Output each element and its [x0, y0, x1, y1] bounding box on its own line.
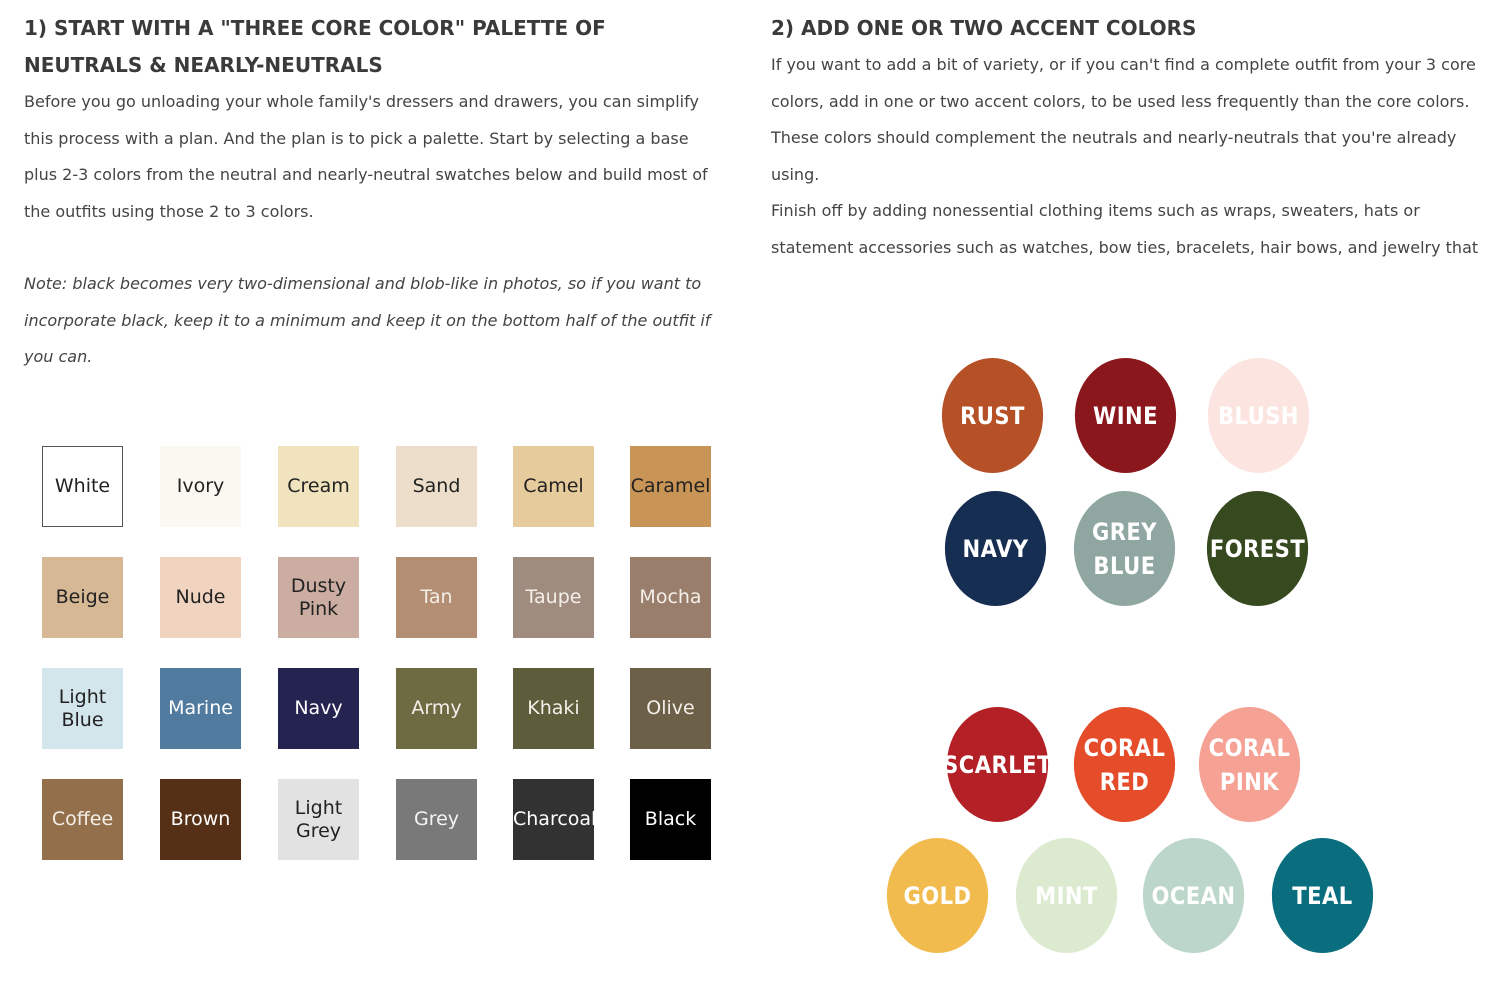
swatch-label: Ivory: [176, 475, 225, 497]
accent-blush: [1208, 358, 1309, 473]
swatch-label: Beige: [55, 586, 110, 608]
swatch-navy: [278, 668, 359, 749]
core-colors-paragraph: Before you go unloading your whole family's dressers and drawers, you can simplify this process with a plan. And the plan is to pick a palette. Start by selecting a base plus 2-3 colors from the neutral and nearly-neutral swatches below and build most of the outfits using those 2 to 3 colors.: [24, 92, 708, 221]
accent-label: WINE: [1092, 401, 1159, 430]
accent-scarlet: [943, 707, 1052, 822]
accent-wine: [1075, 358, 1176, 473]
accent-colors-section: [771, 0, 1486, 266]
black-note: Note: black becomes very two-dimensional and blob-like in photos, so if you want to incorporate black, keep it to a minimum and keep it on the bottom half of the outfit if you can.: [24, 274, 711, 366]
accent-coral-pink: [1199, 707, 1300, 822]
swatch-label: Coffee: [51, 808, 114, 830]
accent-label: RUST: [960, 401, 1025, 430]
swatch-label: Nude: [175, 586, 226, 608]
swatch-label: Navy: [294, 697, 343, 719]
swatch-black: [630, 779, 711, 860]
swatch-grey: [396, 779, 477, 860]
swatch-taupe: [513, 557, 594, 638]
swatch-label: Caramel: [630, 475, 711, 497]
swatch-white: [42, 446, 123, 527]
accent-mint: [1016, 838, 1117, 953]
accent-label: CORAL RED: [1083, 733, 1166, 796]
swatch-camel: [513, 446, 594, 527]
swatch-label: Marine: [168, 697, 233, 719]
swatch-label: Olive: [646, 697, 695, 719]
accent-gold: [887, 838, 988, 953]
swatch-label: Light Blue: [58, 685, 107, 731]
swatch-caramel: [630, 446, 711, 527]
swatch-brown: [160, 779, 241, 860]
accent-label: NAVY: [962, 534, 1029, 563]
accent-label: GREY BLUE: [1091, 517, 1158, 580]
swatch-nude: [160, 557, 241, 638]
accent-grey-blue: [1074, 491, 1175, 606]
swatch-label: Brown: [170, 808, 231, 830]
accent-ocean: [1143, 838, 1244, 953]
section-heading-accent-colors: 2) ADD ONE OR TWO ACCENT COLORS: [771, 16, 1197, 40]
swatch-mocha: [630, 557, 711, 638]
accent-label: GOLD: [903, 881, 972, 910]
accent-label: BLUSH: [1217, 401, 1300, 430]
swatch-beige: [42, 557, 123, 638]
swatch-label: Dusty Pink: [290, 574, 347, 620]
swatch-khaki: [513, 668, 594, 749]
swatch-light-grey: [278, 779, 359, 860]
accent-forest: [1207, 491, 1308, 606]
swatch-coffee: [42, 779, 123, 860]
swatch-label: Taupe: [525, 586, 582, 608]
swatch-light-blue: [42, 668, 123, 749]
swatch-label: Charcoal: [513, 808, 597, 830]
swatch-ivory: [160, 446, 241, 527]
swatch-marine: [160, 668, 241, 749]
accent-rust: [942, 358, 1043, 473]
swatch-label: Mocha: [639, 586, 702, 608]
swatch-label: Black: [644, 808, 697, 830]
accent-navy: [945, 491, 1046, 606]
accent-paragraph: If you want to add a bit of variety, or if you can't find a complete outfit from your 3 core colors, add in one or two accent colors, to be used less frequently than the core colors. These colors should complement the neutrals and nearly-neutrals that you're already using.: [771, 55, 1476, 184]
swatch-cream: [278, 446, 359, 527]
swatch-label: White: [54, 475, 111, 497]
swatch-label: Light Grey: [294, 796, 343, 842]
accent-label: MINT: [1035, 881, 1098, 910]
section-heading-core-colors: 1) START WITH A "THREE CORE COLOR" PALETTE OF NEUTRALS & NEARLY-NEUTRALS: [24, 16, 606, 77]
accent-label: SCARLET: [943, 750, 1052, 779]
swatch-dusty-pink: [278, 557, 359, 638]
swatch-label: Army: [411, 697, 462, 719]
accent-label: TEAL: [1292, 881, 1353, 910]
swatch-charcoal: [513, 779, 597, 860]
neutral-palette-section: [24, 0, 724, 376]
accent-teal: [1272, 838, 1373, 953]
swatch-army: [396, 668, 477, 749]
swatch-label: Khaki: [527, 697, 580, 719]
accent-coral-red: [1074, 707, 1175, 822]
accent-label: FOREST: [1209, 534, 1306, 563]
accent-label: OCEAN: [1151, 881, 1236, 910]
swatch-label: Grey: [413, 808, 460, 830]
swatch-label: Cream: [287, 475, 350, 497]
accessories-paragraph: Finish off by adding nonessential clothing items such as wraps, sweaters, hats or statement accessories such as watches, bow ties, bracelets, hair bows, and jewelry that: [771, 201, 1479, 257]
accent-label: CORAL PINK: [1208, 733, 1291, 796]
swatch-label: Sand: [412, 475, 461, 497]
swatch-label: Tan: [420, 586, 453, 608]
swatch-olive: [630, 668, 711, 749]
swatch-tan: [396, 557, 477, 638]
swatch-sand: [396, 446, 477, 527]
swatch-label: Camel: [523, 475, 584, 497]
